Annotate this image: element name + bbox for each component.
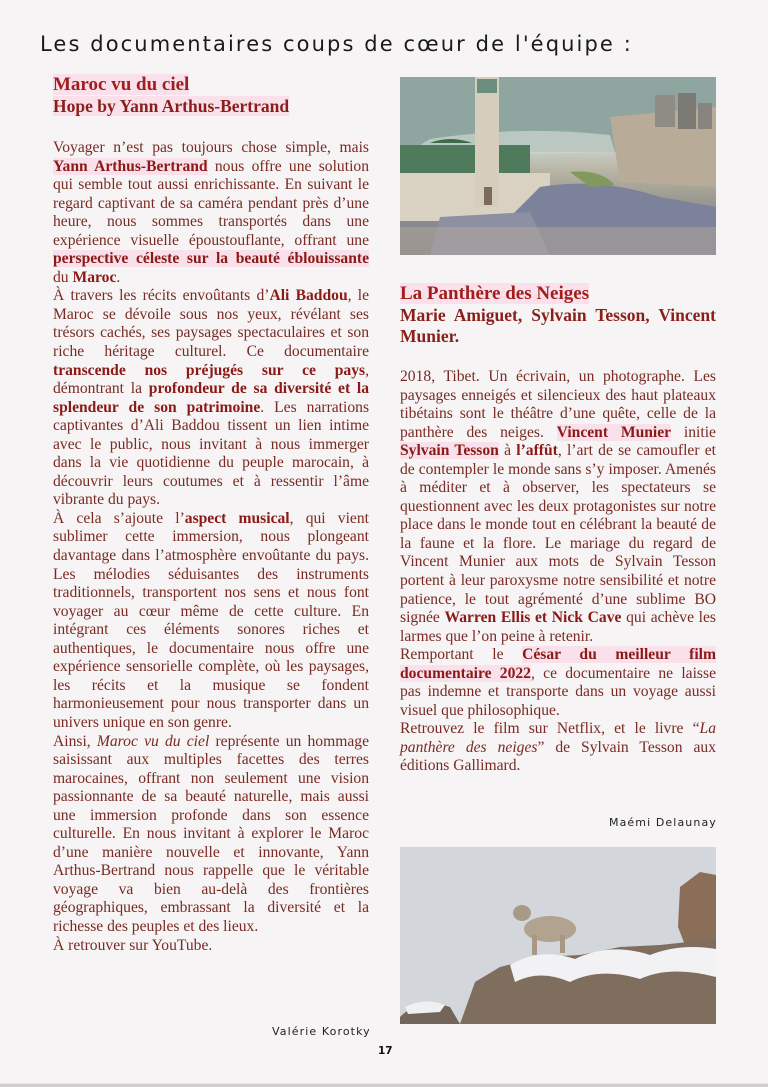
paragraph: À retrouver sur YouTube. [53,936,213,954]
page-number: 17 [378,1045,393,1057]
author-signature: Maémi Delaunay [609,816,717,829]
author-signature: Valérie Korotky [272,1025,371,1038]
article-title: La Panthère des Neiges [400,283,590,304]
paragraph: Ainsi, Maroc vu du ciel représente un hommage saisissant aux multiples facettes des terres marocaines, offrant non seulement une vision passionnante de sa beauté naturelle, mais aussi une immersion profonde dans son essence culturelle. En nous invitant à explorer le Maroc d’une manière nouvelle et innovante, Yann Arthus-Bertrand nous rappelle que le véritable voyage va bien au-delà des frontières géographiques, embrassant la diversité et la richesse des peuples et des lieux. [53,732,369,935]
article-subtitle: Marie Amiguet, Sylvain Tesson, Vincent Munier. [400,305,716,346]
morocco-mosque-photo [400,77,716,255]
page-divider [0,1083,768,1087]
paragraph: Retrouvez le film sur Netflix, et le livre “La panthère des neiges” de Sylvain Tesson aux éditions Gallimard. [400,720,716,775]
leopard-photo-illustration [400,847,716,1024]
article-title: Maroc vu du ciel [53,74,190,95]
article-maroc-vu-du-ciel [53,74,369,955]
paragraph: Remportant le César du meilleur film documentaire 2022, ce documentaire ne laisse pas indemne et transporte dans un voyage aussi visuel que philosophique. [400,646,717,719]
paragraph: Voyager n’est pas toujours chose simple, mais Yann Arthus-Bertrand nous offre une solution qui semble tout aussi enrichissante. En suivant le regard captivant de sa caméra pendant près d’une heure, nous sommes transportés dans une expérience visuelle époustouflante, offrant une perspective céleste sur la beauté éblouissante du Maroc. [53,139,369,286]
morocco-photo-illustration [400,77,716,255]
page-heading: Les documentaires coups de cœur de l'équipe : [40,32,633,56]
article-subtitle: Hope by Yann Arthus-Bertrand [53,96,290,116]
article-la-panthere-des-neiges [400,283,716,776]
paragraph: 2018, Tibet. Un écrivain, un photographe. Les paysages enneigés et silencieux des haut plateaux tibétains sont le théâtre d’une quête, celle de la panthère des neiges. Vincent Munier initie Sylvain Tesson à l’affût, l’art de se camoufler et de contempler le monde sans s’y imposer. Amenés à méditer et à observer, les spectateurs se questionnent avec les deux protagonistes sur notre place dans le monde tout en célébrant la beauté de la faune et la flore. Le mariage du regard de Vincent Munier aux mots de Sylvain Tesson portent à leur paroxysme notre sensibilité et notre patience, le tout agrémenté d’une sublime BO signée Warren Ellis et Nick Cave qui achève les larmes que l’on peine à retenir. [400,368,717,645]
snow-leopard-photo [400,847,716,1024]
paragraph: À cela s’ajoute l’aspect musical, qui vient sublimer cette immersion, nous plongeant davantage dans l’atmosphère envoûtante du pays. Les mélodies séduisantes des instruments traditionnels, transportent nos sens et nous font voyager au cœur même de cette culture. En intégrant ces éléments sonores riches et authentiques, le documentaire nous offre une expérience sensorielle complète, où les paysages, les récits et la musique se fondent harmonieusement pour nous transporter dans un univers unique en son genre. [53,509,369,731]
paragraph: À travers les récits envoûtants d’Ali Baddou, le Maroc se dévoile sous nos yeux, révélant ses trésors cachés, ses paysages spectaculaires et son riche héritage culturel. Ce documentaire transcende nos préjugés sur ce pays, démontrant la profondeur de sa diversité et la splendeur de son patrimoine. Les narrations captivantes d’Ali Baddou tissent un lien intime avec le public, nous invitant à nous immerger dans la vie quotidienne du peuple marocain, à découvrir leurs coutumes et à ressentir l’âme vibrante du pays. [53,287,370,509]
